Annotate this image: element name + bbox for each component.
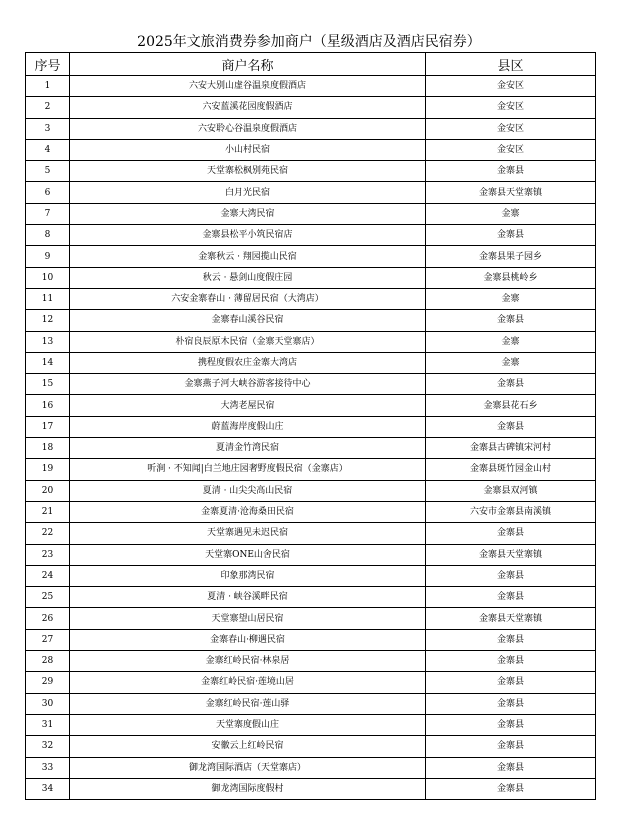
cell-serial-number: 9	[26, 246, 70, 267]
table-header-row	[26, 53, 596, 76]
cell-county: 金寨	[426, 352, 596, 373]
cell-serial-number: 34	[26, 778, 70, 799]
cell-serial-number: 16	[26, 395, 70, 416]
table-row	[26, 118, 596, 139]
table-row	[26, 523, 596, 544]
table-row	[26, 651, 596, 672]
table-row	[26, 182, 596, 203]
cell-county: 金寨县	[426, 778, 596, 799]
cell-serial-number: 31	[26, 714, 70, 735]
cell-county: 金安区	[426, 118, 596, 139]
cell-merchant-name: 天堂寨ONE山舍民宿	[70, 544, 426, 565]
cell-merchant-name: 金寨春山·柳遇民宿	[70, 629, 426, 650]
cell-county: 金寨县	[426, 757, 596, 778]
document-title: 2025年文旅消费券参加商户（星级酒店及酒店民宿券）	[137, 34, 481, 50]
table-row	[26, 672, 596, 693]
cell-merchant-name: 六安大别山虚谷温泉度假酒店	[70, 76, 426, 97]
table-row	[26, 331, 596, 352]
cell-merchant-name: 蔚蓝海岸度假山庄	[70, 416, 426, 437]
table-row	[26, 225, 596, 246]
cell-merchant-name: 小山村民宿	[70, 139, 426, 160]
cell-county: 金寨县桃岭乡	[426, 267, 596, 288]
cell-county: 金寨县	[426, 714, 596, 735]
table-row	[26, 310, 596, 331]
table-row	[26, 416, 596, 437]
cell-serial-number: 1	[26, 76, 70, 97]
table-row	[26, 480, 596, 501]
table-row	[26, 736, 596, 757]
merchant-table	[25, 52, 596, 800]
table-row	[26, 608, 596, 629]
cell-serial-number: 7	[26, 203, 70, 224]
cell-serial-number: 21	[26, 501, 70, 522]
table-row	[26, 501, 596, 522]
cell-county: 金寨县	[426, 672, 596, 693]
cell-serial-number: 30	[26, 693, 70, 714]
table-row	[26, 757, 596, 778]
table-row	[26, 288, 596, 309]
cell-serial-number: 4	[26, 139, 70, 160]
cell-merchant-name: 金寨红岭民宿·林泉居	[70, 651, 426, 672]
cell-county: 金寨县	[426, 161, 596, 182]
cell-serial-number: 22	[26, 523, 70, 544]
cell-serial-number: 23	[26, 544, 70, 565]
cell-serial-number: 25	[26, 587, 70, 608]
cell-merchant-name: 夏清 · 山尖尖高山民宿	[70, 480, 426, 501]
cell-merchant-name: 携程度假农庄金寨大湾店	[70, 352, 426, 373]
cell-county: 金安区	[426, 76, 596, 97]
cell-merchant-name: 朴宿良辰原木民宿（金寨天堂寨店）	[70, 331, 426, 352]
cell-county: 金寨县花石乡	[426, 395, 596, 416]
table-row	[26, 97, 596, 118]
cell-serial-number: 28	[26, 651, 70, 672]
cell-serial-number: 32	[26, 736, 70, 757]
cell-serial-number: 14	[26, 352, 70, 373]
cell-serial-number: 24	[26, 565, 70, 586]
table-row	[26, 693, 596, 714]
cell-county: 金寨县	[426, 374, 596, 395]
cell-serial-number: 20	[26, 480, 70, 501]
cell-county: 金寨县古碑镇宋河村	[426, 438, 596, 459]
cell-merchant-name: 天堂寨松枫别苑民宿	[70, 161, 426, 182]
cell-merchant-name: 金寨秋云 · 翔园揽山民宿	[70, 246, 426, 267]
cell-county: 金寨县果子园乡	[426, 246, 596, 267]
cell-merchant-name: 金寨燕子河大峡谷游客接待中心	[70, 374, 426, 395]
cell-serial-number: 3	[26, 118, 70, 139]
cell-serial-number: 11	[26, 288, 70, 309]
table-row	[26, 587, 596, 608]
cell-county: 金寨	[426, 288, 596, 309]
cell-serial-number: 10	[26, 267, 70, 288]
table-row	[26, 565, 596, 586]
cell-merchant-name: 天堂寨度假山庄	[70, 714, 426, 735]
cell-merchant-name: 金寨县松平小筑民宿店	[70, 225, 426, 246]
table-row	[26, 76, 596, 97]
cell-merchant-name: 六安金寨春山 · 薄留居民宿（大湾店）	[70, 288, 426, 309]
cell-serial-number: 19	[26, 459, 70, 480]
cell-county: 金寨县	[426, 523, 596, 544]
cell-merchant-name: 金寨大湾民宿	[70, 203, 426, 224]
cell-merchant-name: 印象那湾民宿	[70, 565, 426, 586]
cell-serial-number: 17	[26, 416, 70, 437]
header-merchant-name: 商户名称	[70, 53, 426, 76]
cell-merchant-name: 金寨夏清·沧海桑田民宿	[70, 501, 426, 522]
cell-merchant-name: 御龙湾国际酒店（天堂寨店）	[70, 757, 426, 778]
table-row	[26, 395, 596, 416]
cell-county: 六安市金寨县南溪镇	[426, 501, 596, 522]
cell-county: 金寨县天堂寨镇	[426, 182, 596, 203]
table-row	[26, 139, 596, 160]
table-row	[26, 161, 596, 182]
cell-merchant-name: 金寨春山溪谷民宿	[70, 310, 426, 331]
cell-county: 金寨县	[426, 736, 596, 757]
cell-merchant-name: 御龙湾国际度假村	[70, 778, 426, 799]
cell-serial-number: 26	[26, 608, 70, 629]
cell-serial-number: 6	[26, 182, 70, 203]
table-row	[26, 203, 596, 224]
table-row	[26, 246, 596, 267]
header-county: 县区	[426, 53, 596, 76]
table-row	[26, 778, 596, 799]
cell-county: 金寨县	[426, 693, 596, 714]
cell-county: 金寨县	[426, 310, 596, 331]
cell-merchant-name: 天堂寨望山居民宿	[70, 608, 426, 629]
cell-county: 金寨县	[426, 416, 596, 437]
cell-merchant-name: 听涧 · 不知闻|白兰地庄园奢野度假民宿（金寨店）	[70, 459, 426, 480]
cell-merchant-name: 安徽云上红岭民宿	[70, 736, 426, 757]
cell-serial-number: 5	[26, 161, 70, 182]
cell-county: 金寨	[426, 331, 596, 352]
cell-merchant-name: 秋云 · 悬剑山度假庄园	[70, 267, 426, 288]
cell-serial-number: 27	[26, 629, 70, 650]
cell-serial-number: 12	[26, 310, 70, 331]
cell-serial-number: 13	[26, 331, 70, 352]
table-row	[26, 438, 596, 459]
cell-serial-number: 2	[26, 97, 70, 118]
header-serial-number: 序号	[26, 53, 70, 76]
cell-county: 金寨县	[426, 629, 596, 650]
cell-serial-number: 33	[26, 757, 70, 778]
cell-county: 金寨县	[426, 651, 596, 672]
cell-county: 金寨县	[426, 225, 596, 246]
cell-county: 金安区	[426, 139, 596, 160]
cell-county: 金寨县	[426, 565, 596, 586]
cell-merchant-name: 六安聆心谷温泉度假酒店	[70, 118, 426, 139]
cell-serial-number: 29	[26, 672, 70, 693]
cell-merchant-name: 金寨红岭民宿·莲境山居	[70, 672, 426, 693]
table-row	[26, 544, 596, 565]
cell-serial-number: 15	[26, 374, 70, 395]
cell-merchant-name: 夏清金竹湾民宿	[70, 438, 426, 459]
cell-serial-number: 8	[26, 225, 70, 246]
cell-merchant-name: 六安蓝溪花园度假酒店	[70, 97, 426, 118]
cell-county: 金寨县天堂寨镇	[426, 544, 596, 565]
cell-merchant-name: 金寨红岭民宿·莲山驿	[70, 693, 426, 714]
table-row	[26, 267, 596, 288]
cell-county: 金寨县天堂寨镇	[426, 608, 596, 629]
cell-county: 金安区	[426, 97, 596, 118]
cell-county: 金寨县	[426, 587, 596, 608]
table-row	[26, 459, 596, 480]
cell-merchant-name: 天堂寨遇见未迟民宿	[70, 523, 426, 544]
table-row	[26, 629, 596, 650]
cell-county: 金寨县双河镇	[426, 480, 596, 501]
cell-county: 金寨县斑竹园金山村	[426, 459, 596, 480]
table-row	[26, 374, 596, 395]
cell-county: 金寨	[426, 203, 596, 224]
table-row	[26, 352, 596, 373]
cell-merchant-name: 白月光民宿	[70, 182, 426, 203]
cell-merchant-name: 夏清 · 峡谷溪畔民宿	[70, 587, 426, 608]
cell-serial-number: 18	[26, 438, 70, 459]
cell-merchant-name: 大湾老屋民宿	[70, 395, 426, 416]
table-row	[26, 714, 596, 735]
